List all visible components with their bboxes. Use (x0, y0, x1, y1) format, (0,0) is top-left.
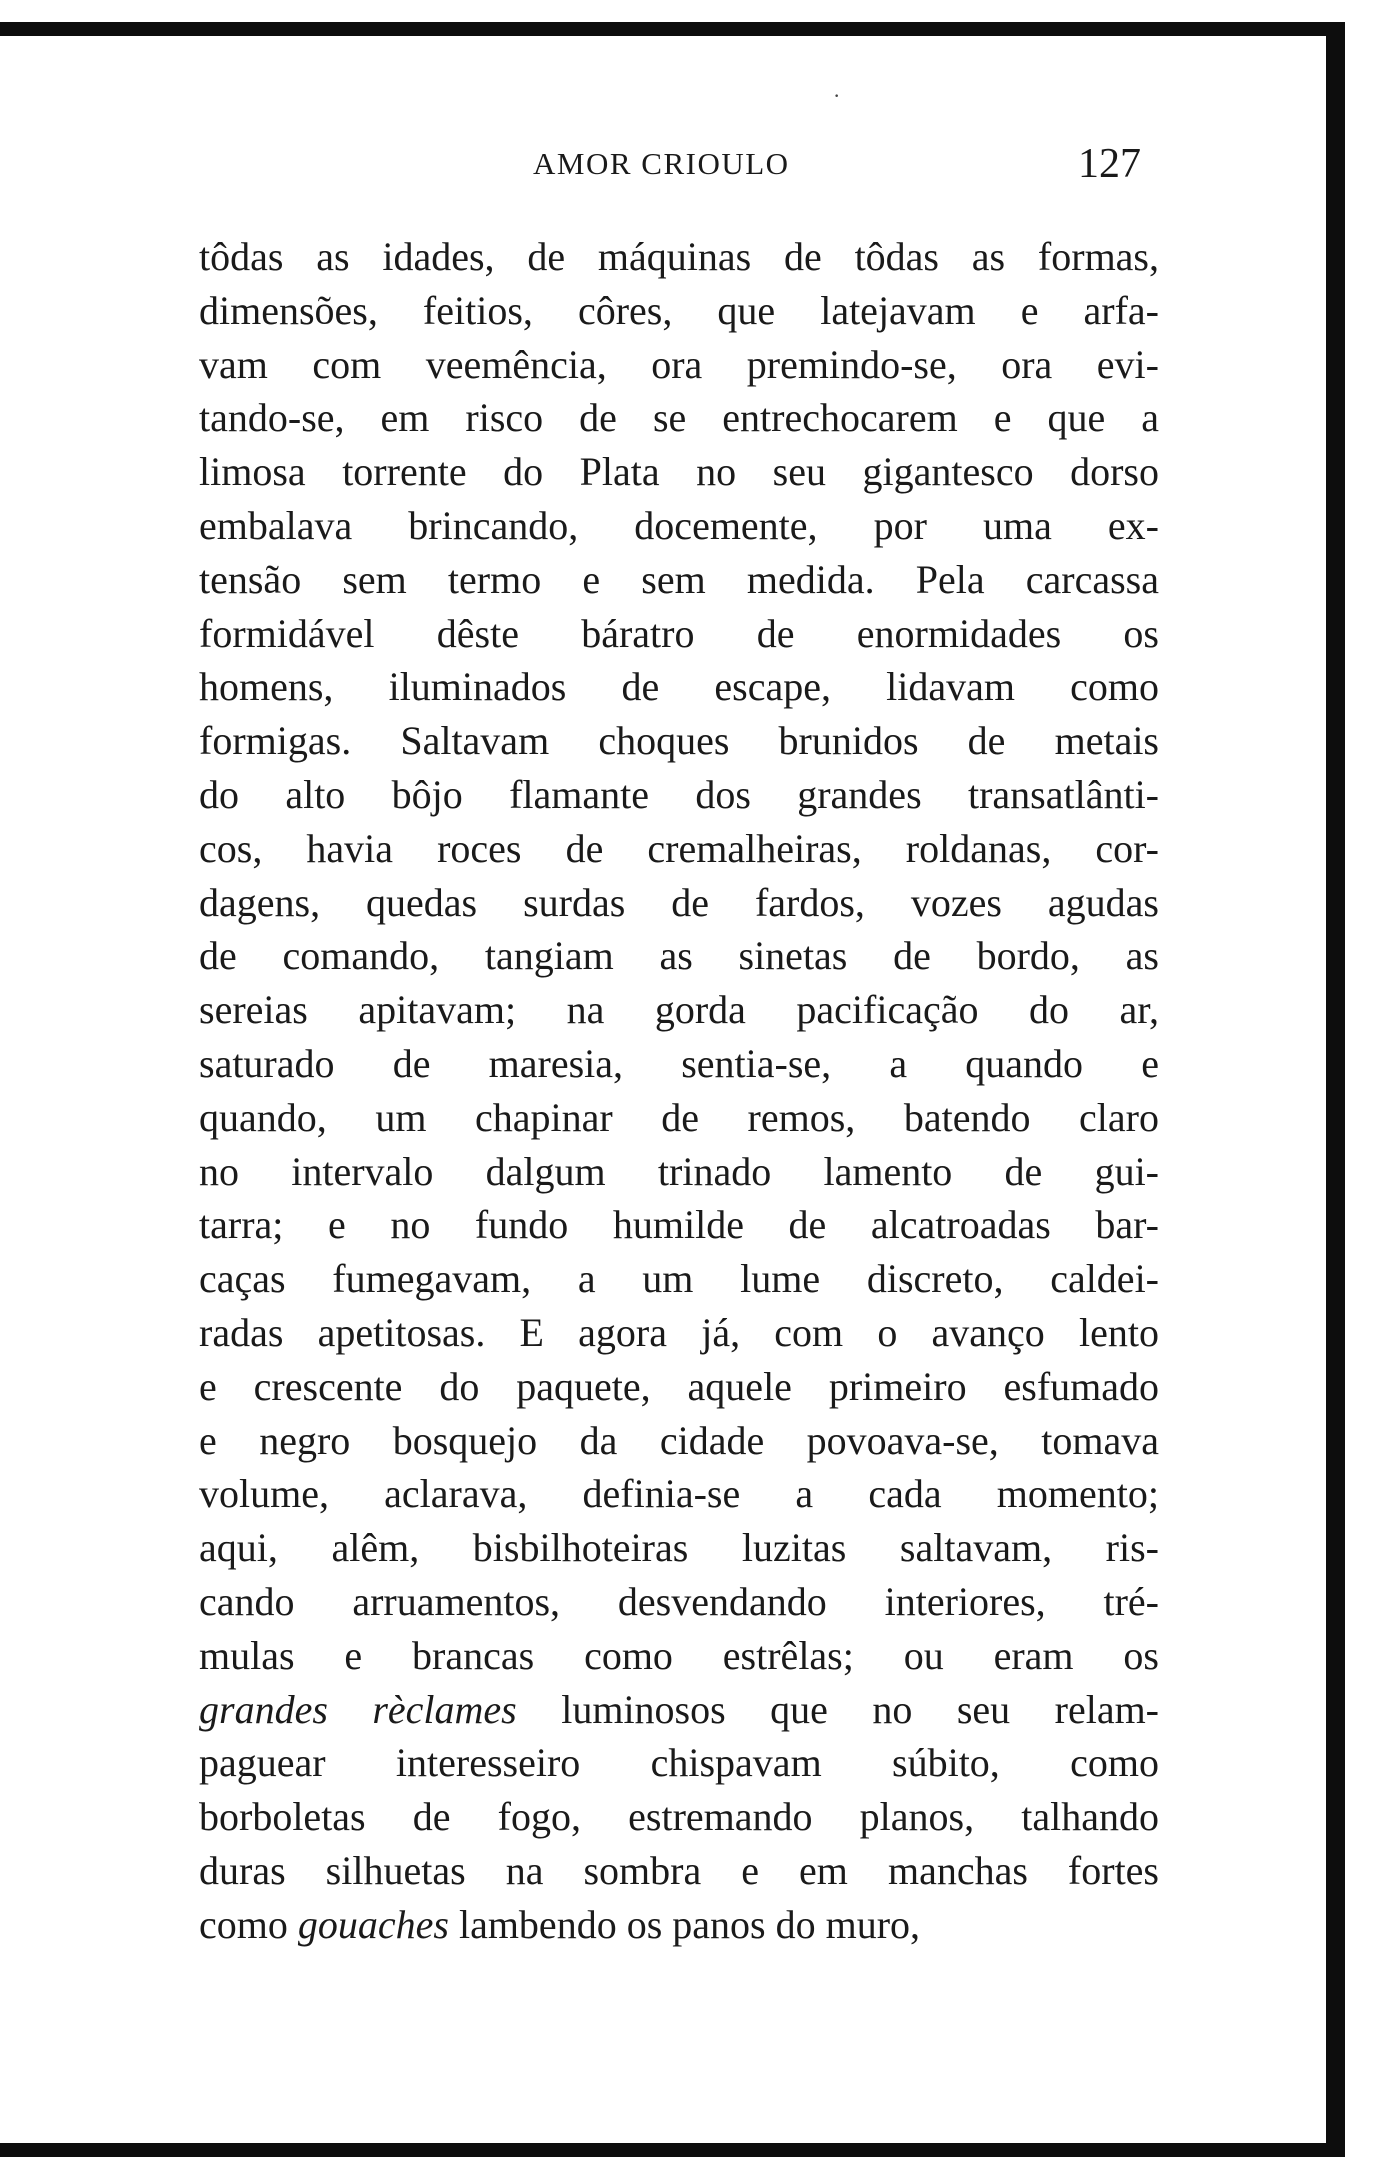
text-line (199, 983, 1159, 1037)
text-line (199, 338, 1159, 392)
text-run: borboletas de fogo, estremando planos, talhando (199, 1794, 1159, 1840)
text-line (199, 445, 1159, 499)
text-run: limosa torrente do Plata no seu gigantesco dorso (199, 449, 1159, 495)
text-line (199, 1736, 1159, 1790)
text-line (199, 607, 1159, 661)
text-line (199, 1252, 1159, 1306)
text-line (199, 768, 1159, 822)
text-run: radas apetitosas. E agora já, com o avanço lento (199, 1309, 1159, 1355)
text-run: embalava brincando, docemente, por uma ex- (199, 502, 1159, 548)
text-run: e negro bosquejo da cidade povoava-se, tomava (199, 1417, 1159, 1463)
text-run: cos, havia roces de cremalheiras, roldanas, cor- (199, 825, 1159, 871)
text-run: quando, um chapinar de remos, batendo claro (199, 1094, 1159, 1140)
text-line (199, 1306, 1159, 1360)
page-number: 127 (1078, 141, 1141, 187)
text-run: formidável dêste báratro de enormidades os (199, 610, 1159, 656)
text-run: caças fumegavam, a um lume discreto, caldei- (199, 1256, 1159, 1302)
text-line (199, 1521, 1159, 1575)
text-line (199, 929, 1159, 983)
text-line (199, 660, 1159, 714)
text-line (199, 553, 1159, 607)
scan-border-top (0, 22, 1345, 36)
text-run: homens, iluminados de escape, lidavam como (199, 664, 1159, 710)
text-run: e crescente do paquete, aquele primeiro esfumado (199, 1363, 1159, 1409)
text-run: dimensões, feitios, côres, que latejavam e arfa- (199, 287, 1159, 333)
text-run: mulas e brancas como estrêlas; ou eram os (199, 1632, 1159, 1678)
text-line (199, 1844, 1159, 1898)
text-run: de comando, tangiam as sinetas de bordo, as (199, 933, 1159, 979)
text-line (199, 1145, 1159, 1199)
text-line (199, 876, 1159, 930)
text-run: tôdas as idades, de máquinas de tôdas as formas, (199, 234, 1159, 279)
text-run: saturado de maresia, sentia-se, a quando e (199, 1040, 1159, 1086)
text-line (199, 284, 1159, 338)
scan-border-bottom (0, 2143, 1345, 2157)
text-line (199, 391, 1159, 445)
text-run: tarra; e no fundo humilde de alcatroadas bar- (199, 1202, 1159, 1248)
text-run: vam com veemência, ora premindo-se, ora evi- (199, 341, 1159, 387)
text-line (199, 1629, 1159, 1683)
italic-text-run: gouaches (297, 1901, 449, 1947)
text-line (199, 1414, 1159, 1468)
text-run: como (199, 1901, 298, 1947)
text-line (199, 1198, 1159, 1252)
text-run: tensão sem termo e sem medida. Pela carcassa (199, 556, 1159, 602)
text-run: luminosos que no seu relam- (516, 1686, 1160, 1732)
body-text (199, 230, 1159, 1952)
text-line (199, 1683, 1159, 1737)
text-run: formigas. Saltavam choques brunidos de metais (199, 718, 1159, 764)
text-run: cando arruamentos, desvendando interiores, tré- (199, 1578, 1159, 1624)
text-line (199, 714, 1159, 768)
text-line (199, 230, 1159, 284)
text-line (199, 822, 1159, 876)
text-line (199, 1037, 1159, 1091)
ink-speck: · (833, 83, 841, 108)
scan-border-right (1326, 22, 1345, 2157)
text-run: sereias apitavam; na gorda pacificação do ar, (199, 987, 1159, 1033)
text-line (199, 1467, 1159, 1521)
running-title: AMOR CRIOULO (533, 146, 790, 181)
text-run: paguear interesseiro chispavam súbito, como (199, 1740, 1159, 1786)
text-line (199, 1790, 1159, 1844)
text-run: no intervalo dalgum trinado lamento de gui- (199, 1148, 1159, 1194)
text-line (199, 1360, 1159, 1414)
text-run: duras silhuetas na sombra e em manchas fortes (199, 1847, 1159, 1893)
italic-text-run: grandes rèclames (199, 1686, 517, 1732)
text-run: volume, aclarava, definia-se a cada momento; (199, 1471, 1159, 1517)
text-line (199, 499, 1159, 553)
text-line (199, 1091, 1159, 1145)
text-run: lambendo os panos do muro, (448, 1901, 921, 1947)
text-line (199, 1575, 1159, 1629)
text-run: dagens, quedas surdas de fardos, vozes agudas (199, 879, 1159, 925)
text-run: do alto bôjo flamante dos grandes transatlânti- (199, 771, 1159, 817)
text-run: aqui, alêm, bisbilhoteiras luzitas saltavam, ris- (199, 1525, 1159, 1571)
text-run: tando-se, em risco de se entrechocarem e que a (199, 395, 1159, 441)
text-line (199, 1898, 1159, 1952)
